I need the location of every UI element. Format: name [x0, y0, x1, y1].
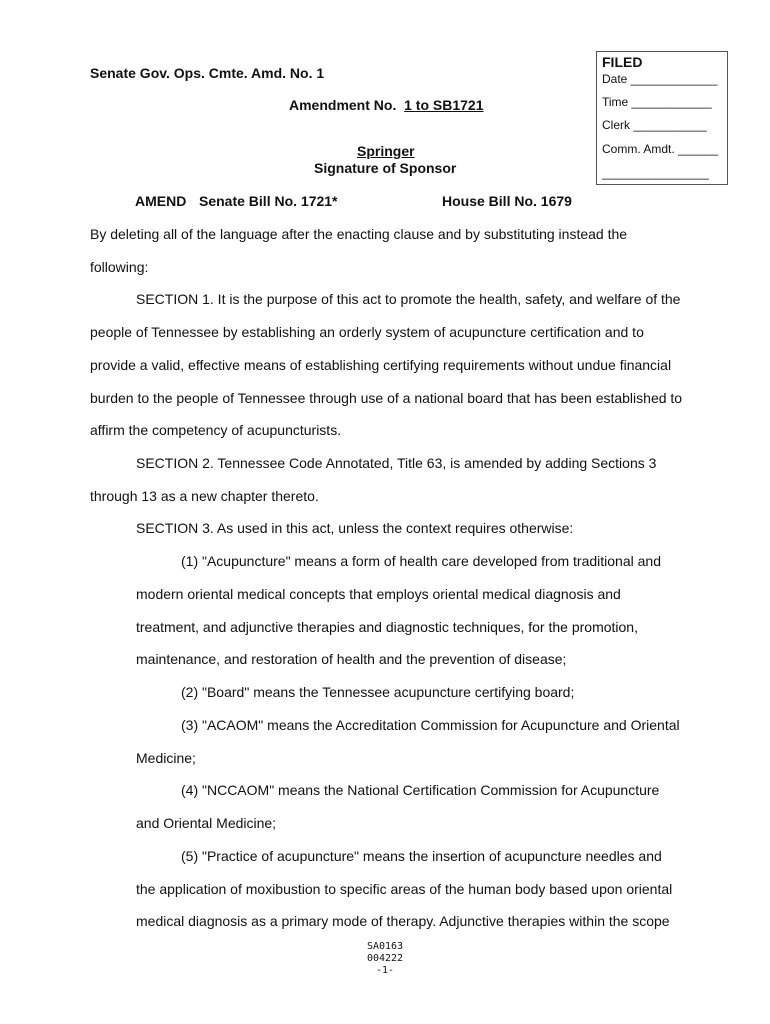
section-2-heading-line: SECTION 2. Tennessee Code Annotated, Title 63, is amended by adding Sections 3: [136, 455, 657, 471]
definition-3-line: (3) "ACAOM" means the Accreditation Commission for Acupuncture and Oriental: [181, 717, 680, 733]
body-line: affirm the competency of acupuncturists.: [90, 422, 342, 438]
body-line: By deleting all of the language after the enacting clause and by substituting instead the: [90, 226, 628, 242]
definition-4-line: (4) "NCCAOM" means the National Certification Commission for Acupuncture: [181, 782, 660, 798]
body-line: medical diagnosis as a primary mode of therapy. Adjunctive therapies within the scope: [136, 913, 670, 929]
definition-2-line: (2) "Board" means the Tennessee acupuncture certifying board;: [181, 684, 575, 700]
senate-bill-number: Senate Bill No. 1721*: [199, 193, 338, 209]
committee-amendment-title: Senate Gov. Ops. Cmte. Amd. No. 1: [90, 65, 325, 81]
amend-word: AMEND: [135, 193, 187, 209]
section-1-heading-line: SECTION 1. It is the purpose of this act to promote the health, safety, and welfare of the: [136, 291, 681, 307]
body-line: through 13 as a new chapter thereto.: [90, 488, 319, 504]
amendment-prefix: Amendment No.: [289, 97, 397, 113]
amendment-bill-ref: 1 to SB1721: [404, 97, 484, 113]
amendment-number: [289, 97, 484, 113]
filed-stamp-box: [596, 51, 728, 185]
footer-code-2: 004222: [366, 953, 404, 964]
filed-clerk-line: Clerk ___________: [602, 118, 707, 132]
footer-code-1: SA0163: [366, 941, 404, 952]
body-line: people of Tennessee by establishing an orderly system of acupuncture certification and to: [90, 324, 644, 340]
filed-blank-line: ________________: [602, 166, 709, 180]
filed-time-line: Time ____________: [602, 95, 712, 109]
filed-comm-amdt-line: Comm. Amdt. ______: [602, 142, 719, 156]
filed-title: FILED: [602, 54, 643, 70]
definition-5-line: (5) "Practice of acupuncture" means the insertion of acupuncture needles and: [181, 848, 662, 864]
body-line: provide a valid, effective means of establishing certifying requirements without undue financial: [90, 357, 672, 373]
body-line: modern oriental medical concepts that employs oriental medical diagnosis and: [136, 586, 621, 602]
body-line: following:: [90, 259, 149, 275]
sponsor-name: Springer: [357, 143, 415, 159]
body-line: and Oriental Medicine;: [136, 815, 277, 831]
section-3-heading-line: SECTION 3. As used in this act, unless the context requires otherwise:: [136, 520, 574, 536]
definition-1-line: (1) "Acupuncture" means a form of health care developed from traditional and: [181, 553, 661, 569]
body-line: Medicine;: [136, 750, 196, 766]
house-bill-number: House Bill No. 1679: [442, 193, 572, 209]
body-line: maintenance, and restoration of health and the prevention of disease;: [136, 651, 567, 667]
body-line: burden to the people of Tennessee through use of a national board that has been established to: [90, 390, 683, 406]
sponsor-signature-label: Signature of Sponsor: [314, 160, 457, 176]
body-line: the application of moxibustion to specific areas of the human body based upon oriental: [136, 881, 673, 897]
filed-date-line: Date _____________: [602, 72, 718, 86]
body-line: treatment, and adjunctive therapies and diagnostic techniques, for the promotion,: [136, 619, 638, 635]
page-number: -1-: [375, 965, 395, 976]
